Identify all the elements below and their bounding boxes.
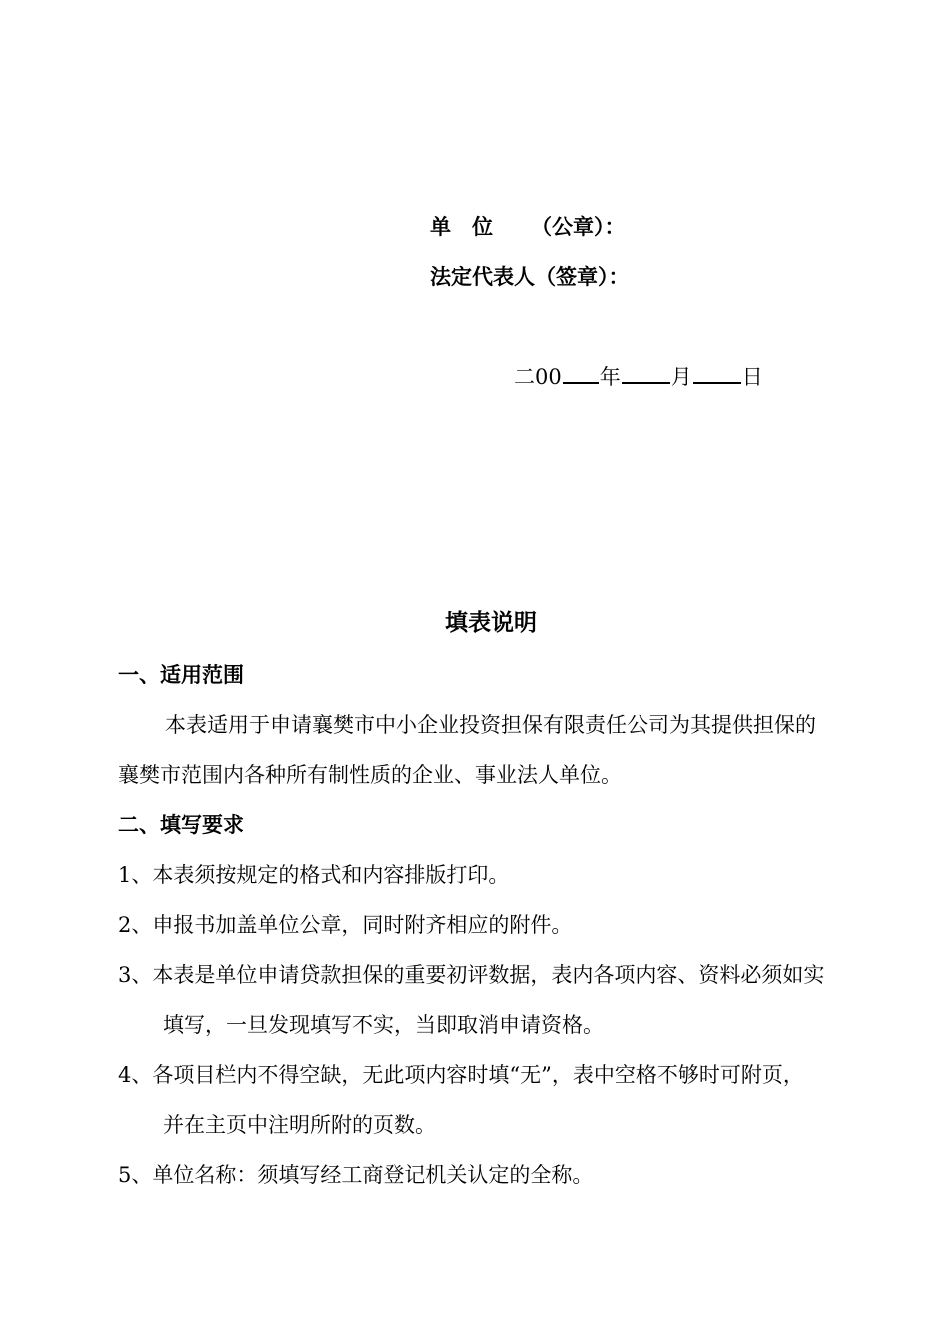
instructions-title: 填表说明 <box>445 609 537 636</box>
unit-seal-line <box>430 213 626 241</box>
legal-representative-label: 法定代表人（签章）： <box>430 264 630 289</box>
year-blank <box>563 362 599 384</box>
date-day-label: 日 <box>741 365 763 389</box>
requirement-item-4-line2: 并在主页中注明所附的页数。 <box>163 1113 436 1137</box>
date-line <box>514 362 763 391</box>
requirement-item-1: 1、本表须按规定的格式和内容排版打印。 <box>118 863 510 887</box>
date-prefix: 二00 <box>514 365 562 389</box>
seal-label: （公章）： <box>531 214 626 239</box>
date-month-label: 月 <box>670 365 692 389</box>
date-year-label: 年 <box>599 365 621 389</box>
section1-heading: 一、适用范围 <box>118 662 244 687</box>
requirement-item-2: 2、申报书加盖单位公章，同时附齐相应的附件。 <box>118 913 573 937</box>
section2-heading: 二、填写要求 <box>118 812 244 837</box>
month-blank <box>622 362 670 384</box>
requirement-item-5: 5、单位名称：须填写经工商登记机关认定的全称。 <box>118 1163 594 1187</box>
section1-body-line2: 襄樊市范围内各种所有制性质的企业、事业法人单位。 <box>118 763 622 787</box>
unit-label: 单 位 <box>430 214 493 239</box>
requirement-item-3-line2: 填写，一旦发现填写不实，当即取消申请资格。 <box>163 1013 604 1037</box>
section1-body-line1: 本表适用于申请襄樊市中小企业投资担保有限责任公司为其提供担保的 <box>165 713 816 737</box>
day-blank <box>693 362 741 384</box>
requirement-item-3-line1: 3、本表是单位申请贷款担保的重要初评数据，表内各项内容、资料必须如实 <box>118 963 825 987</box>
requirement-item-4-line1: 4、各项目栏内不得空缺，无此项内容时填“无”，表中空格不够时可附页， <box>118 1063 804 1087</box>
